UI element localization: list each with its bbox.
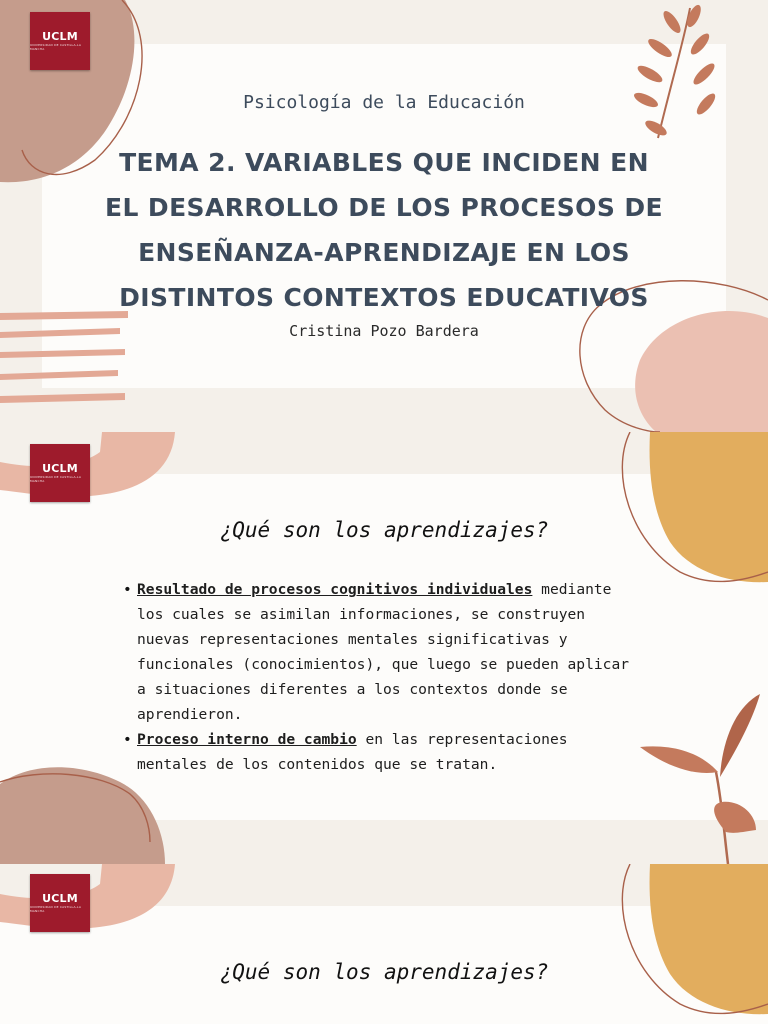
slide-definition xyxy=(0,432,768,864)
logo-text: UCLM xyxy=(42,30,78,43)
topic-title: TEMA 2. VARIABLES QUE INCIDEN EN EL DESARROLLO DE LOS PROCESOS DE ENSEÑANZA-APRENDIZAJE EN LOS DISTINTOS CONTEXTOS EDUCATIVOS xyxy=(105,148,663,312)
slide3-decorations xyxy=(0,864,768,1024)
branch-leaves-icon xyxy=(632,3,718,138)
mustard-blob-shape xyxy=(650,864,768,1014)
uclm-logo xyxy=(30,444,90,502)
definition-list xyxy=(120,577,640,777)
bullet-text: en las representaciones mentales de los contenidos que se tratan. xyxy=(137,731,568,773)
uclm-logo xyxy=(30,12,90,70)
uclm-logo xyxy=(30,874,90,932)
section-heading: ¿Qué son los aprendizajes? xyxy=(219,960,549,984)
bullet-emphasis: Proceso interno de cambio xyxy=(137,731,357,748)
list-item xyxy=(120,727,640,777)
brown-blob-bottom-shape xyxy=(0,767,165,864)
section-heading: ¿Qué son los aprendizajes? xyxy=(219,518,549,542)
plant-leaves-icon xyxy=(640,694,760,864)
logo-subtext: UNIVERSIDAD DE CASTILLA-LA MANCHA xyxy=(30,43,82,51)
list-item xyxy=(120,577,640,727)
logo-subtext: UNIVERSIDAD DE CASTILLA-LA MANCHA xyxy=(30,905,82,913)
mustard-blob-shape xyxy=(650,432,768,582)
slide-definition-repeat xyxy=(0,864,768,1024)
logo-text: UCLM xyxy=(42,462,78,475)
logo-text: UCLM xyxy=(42,892,78,905)
slide-title xyxy=(0,0,768,432)
bullet-emphasis: Resultado de procesos cognitivos individuales xyxy=(137,581,533,598)
subject-title: Psicología de la Educación xyxy=(243,92,525,113)
bullet-text: mediante los cuales se asimilan informaciones, se construyen nuevas representaciones mentales significativas y funcionales (conocimientos), que luego se pueden aplicar a situaciones diferentes a los contextos donde se aprendieron. xyxy=(137,581,630,723)
logo-subtext: UNIVERSIDAD DE CASTILLA-LA MANCHA xyxy=(30,475,82,483)
author-name: Cristina Pozo Bardera xyxy=(289,322,479,340)
